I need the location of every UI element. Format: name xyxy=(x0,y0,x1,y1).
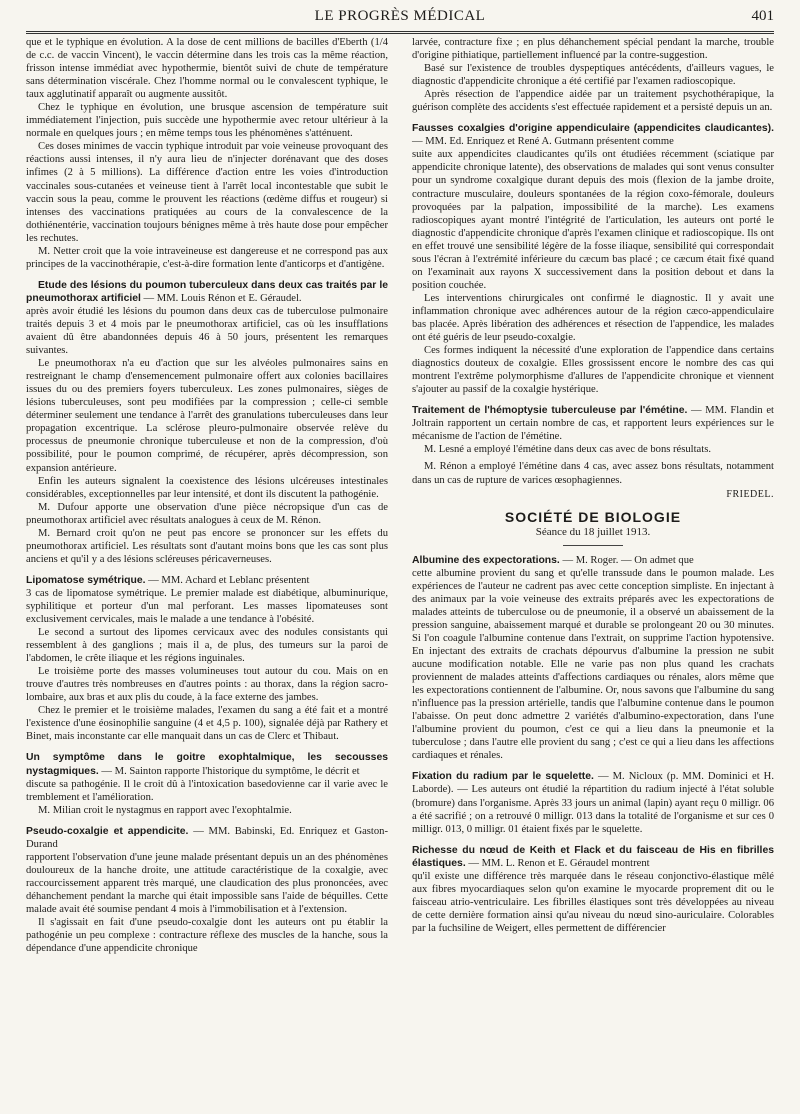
paragraph: Chez le typhique en évolution, une brusque ascension de température suit immédiatement l'injection, puis succède une hypothermie avec retour ultérieur à la normale en quelques jours ; en même temps tous les phénomènes s'atténuent. xyxy=(26,102,388,140)
paragraph: après avoir étudié les lésions du poumon dans deux cas de tuberculose pulmonaire traités depuis 3 et 4 mois par le pneumothorax artificiel, cas où les insufflations avaient dû être abandonnées depuis 46 à 50 jours, présentent les remarques suivantes. xyxy=(26,305,388,357)
running-title: LE PROGRÈS MÉDICAL xyxy=(314,8,486,24)
heading-authors: — MM. Achard et Leblanc présentent xyxy=(145,574,310,586)
paragraph: M. Netter croit que la voie intraveineuse est dangereuse et ne correspond pas aux principes de la vaccinothérapie, c'est-à-dire formation lente d'anticorps et d'antigène. xyxy=(26,245,388,270)
heading-authors: — MM. Flandin et Joltrain rapportent un certain nombre de cas, et rapportent leurs expériences sur le mécanisme de l'action de l'émétine. xyxy=(412,405,774,443)
heading-text: Albumine des expectorations. xyxy=(412,554,560,566)
heading-text: Un symptôme dans le goitre exophtalmique, les secousses nystagmiques. xyxy=(26,752,388,777)
heading-text: Traitement de l'hémoptysie tuberculeuse par l'émétine. xyxy=(412,405,688,417)
heading-text: Fixation du radium par le squelette. xyxy=(412,771,594,783)
paragraph: M. Milian croit le nystagmus en rapport avec l'exophtalmie. xyxy=(38,804,292,816)
paragraph: Basé sur l'existence de troubles dyspeptiques antécédents, d'ailleurs vagues, le diagnostic d'appendicite chronique a été certifié par l'examen radioscopique. xyxy=(412,63,774,88)
article-heading xyxy=(412,770,774,835)
article-heading xyxy=(412,844,774,870)
heading-authors: — MM. Babinski, Ed. Enriquez et Gaston-Durand xyxy=(26,825,388,850)
paragraph: rapportent l'observation d'une jeune malade présentant depuis un an des phénomènes douloureux de la hanche droite, une attitude caractéristique de la coxalgie, avec raccourcissement apparent très marqué, une claudication des plus prononcées, avec déhanchement pendant la marche qui était impossible sans l'aide de béquilles. Cette malade avait été soumise pendant 4 mois à l'immobilisation et à l'extension. xyxy=(26,851,388,915)
paragraph: discute sa pathogénie. Il le croit dû à l'intoxication basedovienne car il varie avec le tremblement et l'amélioration. xyxy=(26,778,388,803)
heading-authors: — M. Nicloux (p. MM. Dominici et H. Laborde). — Les auteurs ont étudié la répartition du radium injecté à l'état soluble (bromure) dans l'organisme. Après 33 jours un animal (lapin) ayant reçu 0 milligr. 06 a été sacrifié ; on a retrouvé 0 milligr. 013 dans la totalité de l'organisme et sur ces 0 milligr. 013, 0 milligr. 01 étaient fixés par le squelette. xyxy=(412,771,774,835)
section-title: SOCIÉTÉ DE BIOLOGIE xyxy=(504,508,682,525)
article-heading xyxy=(26,751,388,777)
paragraph: 3 cas de lipomatose symétrique. Le premier malade est diabétique, albuminurique, syphilitique et porteur d'un mal perforant. Les masses lipomateuses sont exclusivement cervicales, mais le malade a une tendance à l'obésité. xyxy=(26,587,388,626)
header-rule xyxy=(26,31,774,34)
paragraph: que et le typhique en évolution. A la dose de cent millions de bacilles d'Eberth (1/4 de c.c. de vaccin Vincent), le vaccin détermine dans les trois cas la même réaction, frisson intense immédiat avec hypothermie, bientôt suivi de chute de température sans détermination viscérale. Chez l'homme normal ou le convalescent typhique, le taux agglutinatif apparaît ou augmente aussitôt. xyxy=(26,37,388,101)
heading-authors: — MM. L. Renon et E. Géraudel montrent xyxy=(465,857,650,869)
paragraph: Après résection de l'appendice aidée par un traitement psychothérapique, la guérison complète des accidents s'est effectuée rapidement et a persisté depuis un an. xyxy=(412,89,774,114)
paragraph: Le second a surtout des lipomes cervicaux avec des nodules consistants qui ressemblent à des ganglions ; mais il a, de plus, des tumeurs sur la paroi de l'abdomen, le crête iliaque et les régions inguinales. xyxy=(26,627,388,665)
article-heading xyxy=(412,122,774,148)
paragraph: Le pneumothorax n'a eu d'action que sur les alvéoles pulmonaires sains en restreignant le champ d'ensemencement pulmonaire offert aux colonies bacillaires issues du ou des premiers foyers tuberculeux. Les zones pulmonaires, sièges de lésions tuberculeuses, sont peu modifiées par la compression ; celle-ci semble déterminer seulement une tendance à l'arrêt des granulations tuberculeuses dans leur propagation excentrique. La sclérose pleuro-pulmonaire observée relève du processus de pneumonie chronique tuberculeuse et non de la compression, d'où possibilité, pour le poumon comprimé, de récupérer, après décompression, son expansion antérieure. xyxy=(26,358,388,474)
paragraph: Le troisième porte des masses volumineuses tout autour du cou. Mais on en trouve d'autres très nombreuses en d'autres points : au thorax, dans la région sacro-lombaire, aux bras et aux plis du coude, à la face externe des jambes. xyxy=(26,666,388,704)
page-number: 401 xyxy=(751,8,774,24)
heading-text: Etude des lésions du poumon tuberculeux dans deux cas traités par le pneumothorax artificiel xyxy=(26,279,388,304)
article-heading xyxy=(26,825,388,851)
section-date: Séance du 18 juillet 1913. xyxy=(535,525,651,538)
paragraph: Ces doses minimes de vaccin typhique introduit par voie veineuse provoquant des réactions aussi intenses, il n'y aura lieu de n'injecter dorénavant que des doses infimes (2 à 5 millions). La différence d'action entre les voies d'introduction vaccinales sous-cutanées et veineuse tient à l'arrêt local incontestable que subit le vaccin sous la peau, comme le prouvent les réactions (œdème diffus et rougeur) si intenses des vaccinations pratiquées au cours de la convalescence de la dothiénentérie, vaccination toujours bénignes même à très haute dose pour empêcher les rechutes. xyxy=(26,141,388,244)
running-header xyxy=(26,6,774,32)
left-column xyxy=(26,36,388,955)
right-column xyxy=(412,36,774,935)
paragraph: M. Rénon a employé l'émétine dans 4 cas, avec assez bons résultats, notamment dans un cas de rupture de varices œsophagiennes. xyxy=(412,461,774,486)
paragraph: Ces formes indiquent la nécessité d'une exploration de l'appendice dans certains diagnostics douteux de coxalgie. Elles grossissent encore le nombre des cas qui montrent l'extrême polymorphisme d'allures de l'appendicite chronique et viennent s'ajouter au passif de la coxalgie hystérique. xyxy=(412,345,774,396)
article-heading xyxy=(412,554,774,567)
heading-text: Pseudo-coxalgie et appendicite. xyxy=(26,825,189,837)
paragraph: Il s'agissait en fait d'une pseudo-coxalgie dont les auteurs ont pu établir la pathogénie un peu complexe : contracture réflexe des muscles de la hanche, sous la dépendance d'une appendicite chronique xyxy=(26,917,388,955)
section-divider xyxy=(563,545,623,546)
paragraph: Chez le premier et le troisième malades, l'examen du sang a été fait et a montré l'existence d'une éosinophilie sanguine (4 et 4,5 p. 100), signalée déjà par Rathery et Binet, mais inconstante car elle manquait dans un cas de Clerc et Thibaut. xyxy=(26,705,388,743)
paragraph: Enfin les auteurs signalent la coexistence des lésions ulcéreuses intestinales considérables, exceptionnelles par leur intensité, et dont ils discutent la pathogénie. xyxy=(26,475,388,500)
article-heading xyxy=(412,404,774,443)
heading-text: Fausses coxalgies d'origine appendiculaire (appendicites claudicantes). xyxy=(412,123,774,135)
paragraph: larvée, contracture fixe ; en plus déhanchement spécial pendant la marche, trouble d'origine pithiatique, partiellement influencé par la contre-suggestion. xyxy=(412,37,774,62)
paragraph: M. Bernard croit qu'on ne peut pas encore se prononcer sur les effets du pneumothorax artificiel. Les résultats sont d'autant moins bons que les cas sont plus anciens et qu'il y a des lésions scléreuses péricaverneuses. xyxy=(26,527,388,565)
article-heading xyxy=(26,574,388,587)
heading-text: Lipomatose symétrique. xyxy=(26,574,146,586)
heading-text: Richesse du nœud de Keith et Flack et du faisceau de His en fibrilles élastiques. xyxy=(412,844,774,869)
paragraph: M. Lesné a employé l'émétine dans deux cas avec de bons résultats. xyxy=(424,444,711,456)
paragraph: suite aux appendicites claudicantes qu'ils ont étudiées récemment (sciatique par appendicite chronique latente), des observations de malades qui sont venus consulter pour un syndrome coxalgique durant depuis des mois (flexion de la jambe droite, contracture musculaire, douleurs spontanées de la région coxo-fémorale, douleurs provoquées par la palpation, impossibilité de la marche). Les examens radioscopiques ayant montré l'intégrité de l'articulation, les auteurs ont porté le diagnostic d'appendicite chronique d'après l'examen clinique et radioscopique. Ils ont en effet trouvé une sensibilité légère de la fosse iliaque, sensibilité qui correspondait sous l'écran à l'extrémité inférieure du cæcum bas placé ; ce cæcum était fixé quand on l'examinait aux rayons X successivement dans la position debout et dans la position couchée. xyxy=(412,149,774,291)
heading-authors: — M. Sainton rapporte l'historique du symptôme, le décrit et xyxy=(98,765,360,777)
article-heading xyxy=(26,279,388,305)
paragraph: Les interventions chirurgicales ont confirmé le diagnostic. Il y avait une inflammation chronique avec adhérences autour de la région cæco-appendiculaire bas placée. Après libération des adhérences et résection de l'appendice, les malades ont été guéris de leur pseudo-coxalgie. xyxy=(412,292,774,344)
heading-authors: — MM. Louis Rénon et E. Géraudel. xyxy=(140,292,302,304)
paragraph: M. Dufour apporte une observation d'une pièce nécropsique d'un cas de pneumothorax artificiel avec résultats analogues à ceux de M. Rénon. xyxy=(26,501,388,526)
heading-authors: — M. Roger. — On admet que xyxy=(559,554,694,566)
heading-authors: — MM. Ed. Enriquez et René A. Gutmann présentent comme xyxy=(412,136,674,148)
paragraph: cette albumine provient du sang et qu'elle transsude dans le poumon malade. Les expériences de l'auteur ne cadrent pas avec cette conception simpliste. En injectant à des animaux par la voie veineuse des extraits préparés avec les expectorations de malades atteints de tuberculose ou de pneumonie, il a observé un abaissement de la pression sanguine, abaissement marqué et durable se prolongeant 20 ou 30 minutes. Si l'on coagule l'albumine contenue dans l'extrait, on supprime l'action hypotensive. En injectant des extraits de crachats dépourvus d'albumine la pression ne subit aucune modification notable. Elle ne varie pas non plus quand les crachats proviennent de malades atteints d'affections cardiaques ou rénales, alors même que les expectorations contiennent de l'albumine. Or, nous savons que l'albumine du sang n'influence pas la pression artérielle, tandis que l'albumine contenue dans le poumon l'abaisse. On peut donc admettre 2 variétés d'albumino-expectoration, dans l'une l'albumine provient du poumon, c'est ce qui a lieu dans la pneumonie et la tuberculose ; dans l'autre elle provient du sang ; c'est ce qui a lieu dans les affections cardiaques et rénales. xyxy=(412,567,774,762)
paragraph: qu'il existe une différence très marquée dans le réseau conjonctivo-élastique mêlé aux fibres myocardiaques selon qu'on examine le myocarde proprement dit ou le faisceau atrio-ventriculaire. Les fibrilles élastiques sont très développées au niveau de cette dernière formation ainsi qu'au niveau du nœud sino-auriculaire. Colorables par la fuchsiline de Weigert, elles permettent de différencier xyxy=(412,870,774,934)
signature: FRIEDEL. xyxy=(726,488,774,500)
